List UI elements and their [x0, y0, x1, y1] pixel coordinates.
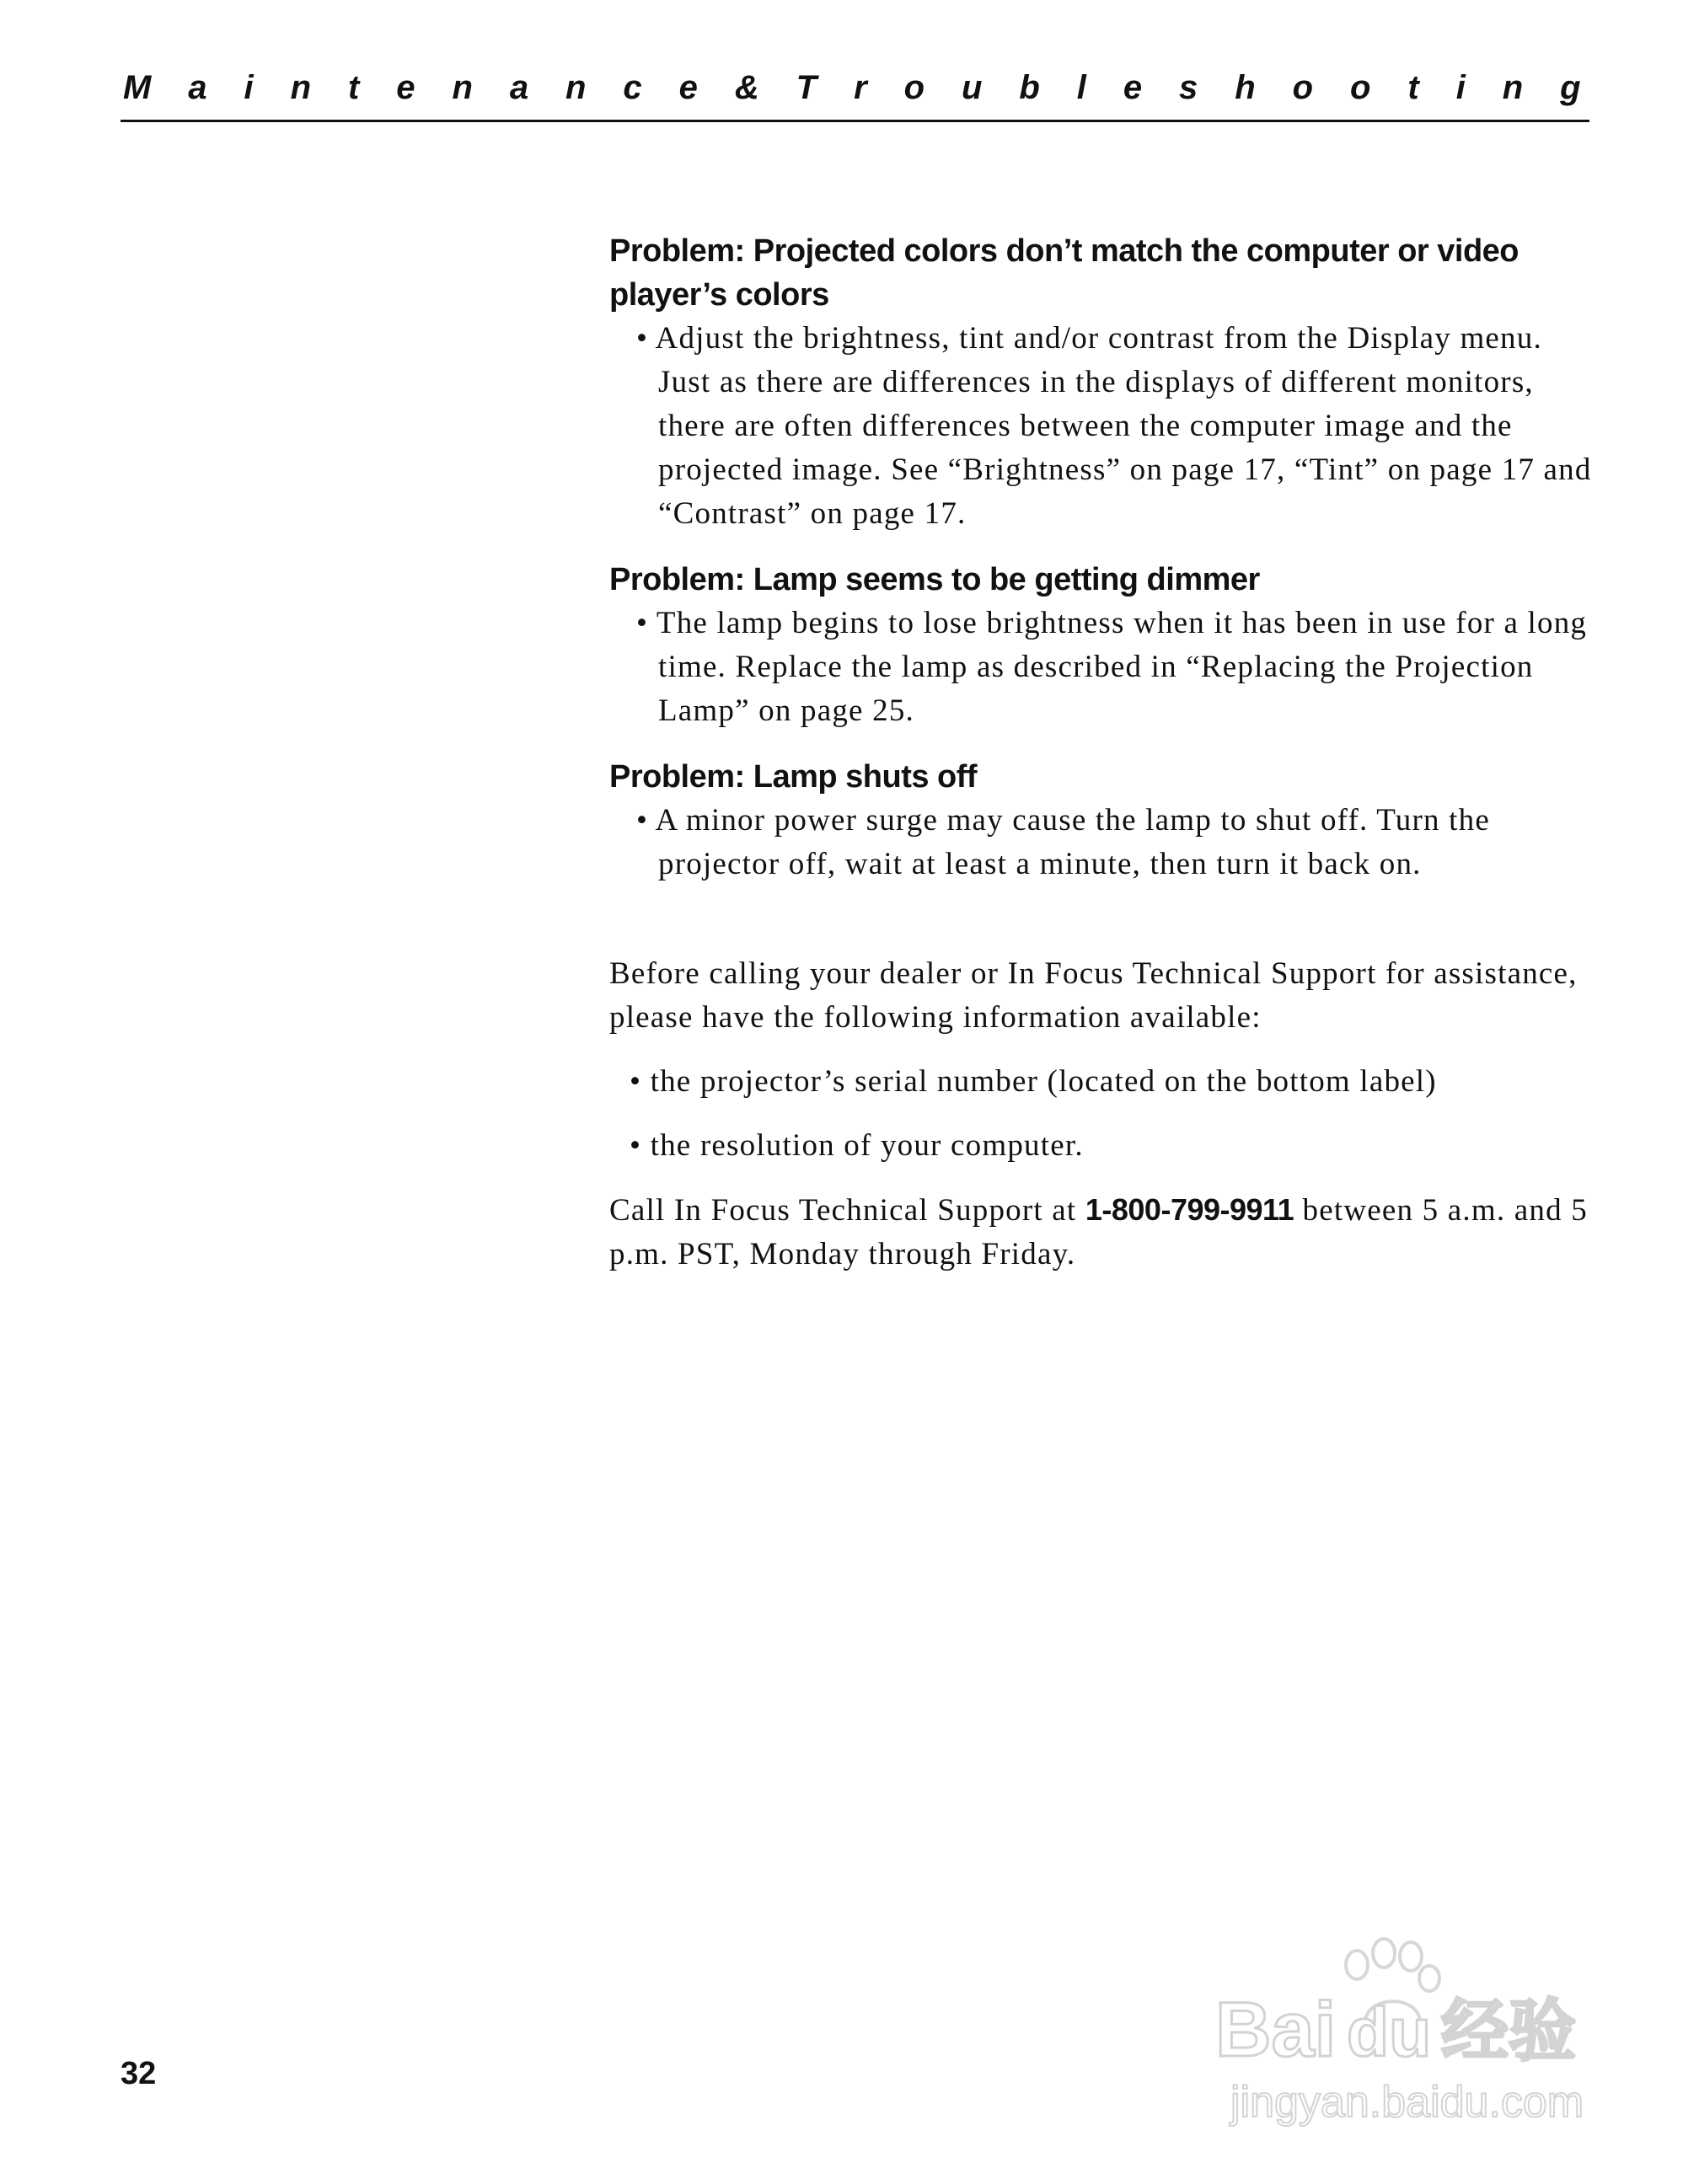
running-head-letter: &: [734, 69, 759, 106]
running-head-letter: o: [903, 69, 925, 106]
watermark-logo-text: du: [1347, 1994, 1432, 2071]
running-head-letter: c: [623, 69, 642, 106]
running-head-letter: e: [396, 69, 415, 106]
problem-section: [609, 558, 1595, 733]
problem-title: Problem: Projected colors don’t match the computer or video player’s colors: [609, 233, 1519, 313]
problem-section: [609, 229, 1595, 536]
watermark-logo-text: Bai: [1215, 1987, 1337, 2073]
call-suffix: between 5 a.m. and 5 p.m. PST, Monday through Friday.: [609, 1193, 1588, 1271]
running-head-letter: t: [1407, 69, 1419, 106]
running-head-letter: i: [244, 69, 254, 106]
running-head-letter: o: [1350, 69, 1371, 106]
problem-section: [609, 755, 1595, 886]
running-head-letter: r: [854, 69, 867, 106]
running-head-letter: a: [188, 69, 207, 106]
running-head-letter: n: [1502, 69, 1524, 106]
running-head-letter: M: [123, 69, 152, 106]
running-head-letter: T: [796, 69, 817, 106]
running-head: [123, 69, 1581, 107]
running-head-letter: b: [1019, 69, 1040, 106]
problem-title: Problem: Lamp shuts off: [609, 759, 978, 795]
running-head-letter: u: [961, 69, 983, 106]
solution-bullet: • Adjust the brightness, tint and/or contrast from the Display menu. Just as there are differences in the displays of different monitors, there are often differences between the computer image and the projected image. See “Brightness” on page 17, “Tint” on page 17 and “Contrast” on page 17.: [636, 321, 1592, 531]
solution-bullet: • A minor power surge may cause the lamp to shut off. Turn the projector off, wait at least a minute, then turn it back on.: [636, 803, 1490, 881]
watermark-logo-text: 经验: [1441, 1992, 1576, 2070]
header-rule: [121, 120, 1589, 122]
running-head-letter: e: [1123, 69, 1143, 106]
support-intro: Before calling your dealer or In Focus Technical Support for assistance, please have the following information available:: [609, 956, 1578, 1035]
support-call-paragraph: [609, 1188, 1595, 1277]
page-number: 32: [121, 2056, 157, 2091]
support-info-item: • the resolution of your computer.: [630, 1128, 1084, 1163]
problem-title: Problem: Lamp seems to be getting dimmer: [609, 562, 1260, 597]
running-head-letter: o: [1292, 69, 1314, 106]
support-info-item: • the projector’s serial number (located on the bottom label): [630, 1064, 1437, 1099]
running-head-letter: n: [565, 69, 587, 106]
baidu-watermark-logo: [1205, 1930, 1610, 2132]
solution-bullet: • The lamp begins to lose brightness when it has been in use for a long time. Replace the lamp as described in “Replacing the Projection Lamp” on page 25.: [636, 606, 1588, 728]
running-head-letter: e: [678, 69, 698, 106]
running-head-letter: h: [1235, 69, 1256, 106]
running-head-letter: n: [290, 69, 311, 106]
watermark-url: jingyan.baidu.com: [1230, 2078, 1584, 2127]
running-head-letter: i: [1455, 69, 1466, 106]
main-content: [609, 229, 1595, 1277]
support-phone-number: 1-800-799-9911: [1085, 1192, 1294, 1227]
running-head-letter: g: [1560, 69, 1581, 106]
running-head-letter: n: [452, 69, 473, 106]
running-head-letter: a: [509, 69, 529, 106]
call-prefix: Call In Focus Technical Support at: [609, 1193, 1085, 1228]
running-head-letter: t: [347, 69, 360, 106]
running-head-letter: l: [1076, 69, 1086, 106]
running-head-letter: s: [1179, 69, 1198, 106]
